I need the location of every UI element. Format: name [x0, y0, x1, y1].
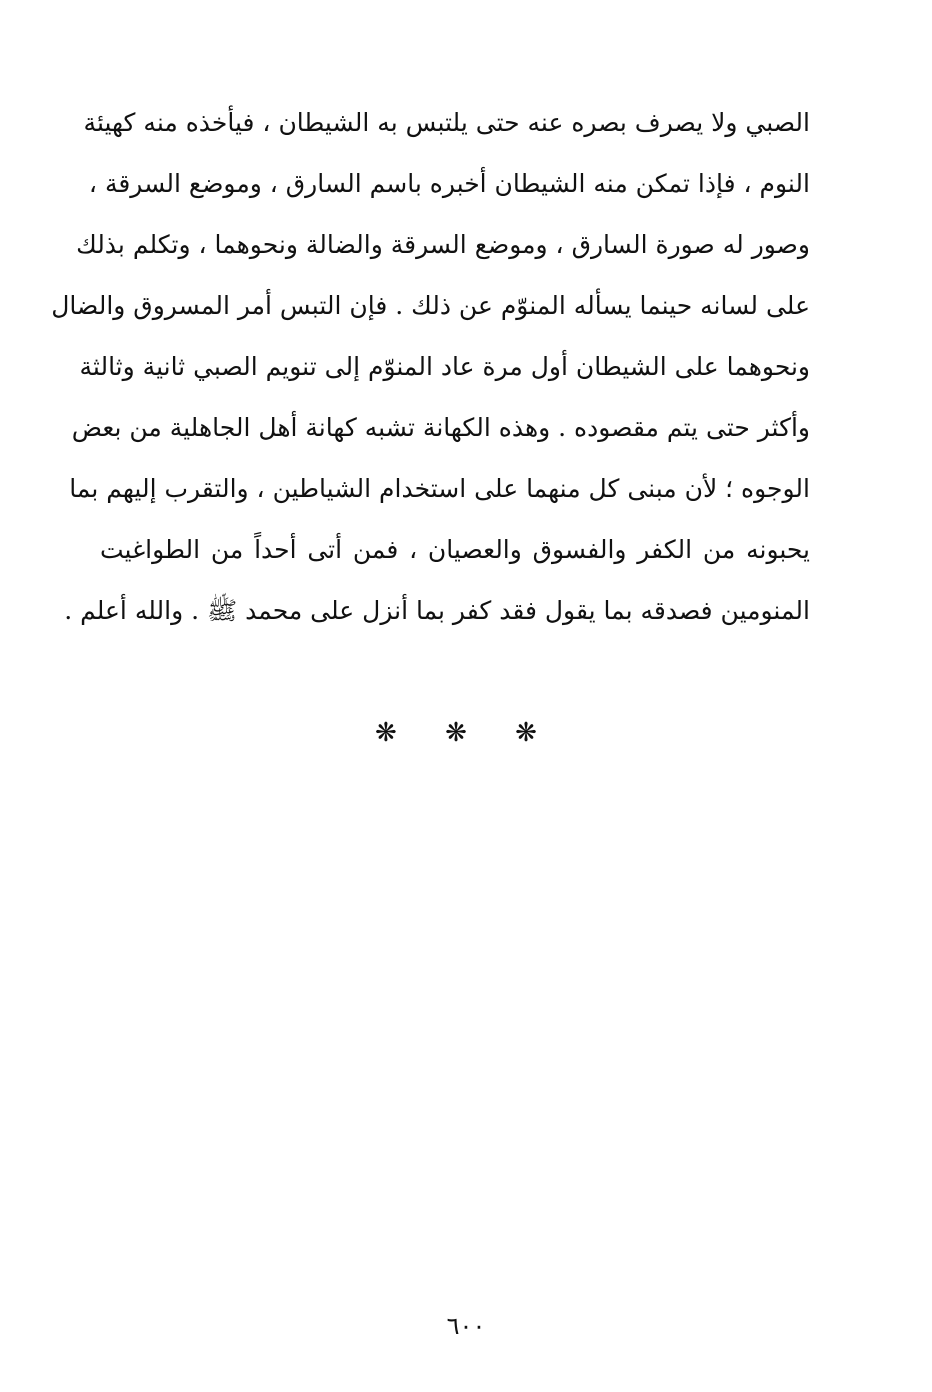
text-line-9: المنومين فصدقه بما يقول فقد كفر بما أنزل على محمد ﷺ . والله أعلم . — [64, 596, 810, 625]
body-paragraph — [51, 92, 810, 641]
text-line-3: وصور له صورة السارق ، وموضع السرقة والضالة ونحوهما ، وتكلم بذلك — [76, 230, 810, 259]
text-line-8: يحبونه من الكفر والفسوق والعصيان ، فمن أتى أحداً من الطواغيت — [100, 535, 810, 564]
text-line-5: ونحوهما على الشيطان أول مرة عاد المنوّم إلى تنويم الصبي ثانية وثالثة — [79, 352, 810, 381]
page-number: ٦٠٠ — [446, 1312, 486, 1340]
text-line-4: على لسانه حينما يسأله المنوّم عن ذلك . فإن التبس أمر المسروق والضال — [51, 291, 810, 320]
text-line-1: الصبي ولا يصرف بصره عنه حتى يلتبس به الشيطان ، فيأخذه منه كهيئة — [83, 108, 810, 137]
text-line-2: النوم ، فإذا تمكن منه الشيطان أخبره باسم السارق ، وموضع السرقة ، — [88, 169, 810, 198]
text-line-6: وأكثر حتى يتم مقصوده . وهذه الكهانة تشبه كهانة أهل الجاهلية من بعض — [71, 413, 810, 442]
section-separator: ❋ ❋ ❋ — [375, 718, 557, 748]
text-line-7: الوجوه ؛ لأن مبنى كل منهما على استخدام الشياطين ، والتقرب إليهم بما — [69, 474, 810, 503]
